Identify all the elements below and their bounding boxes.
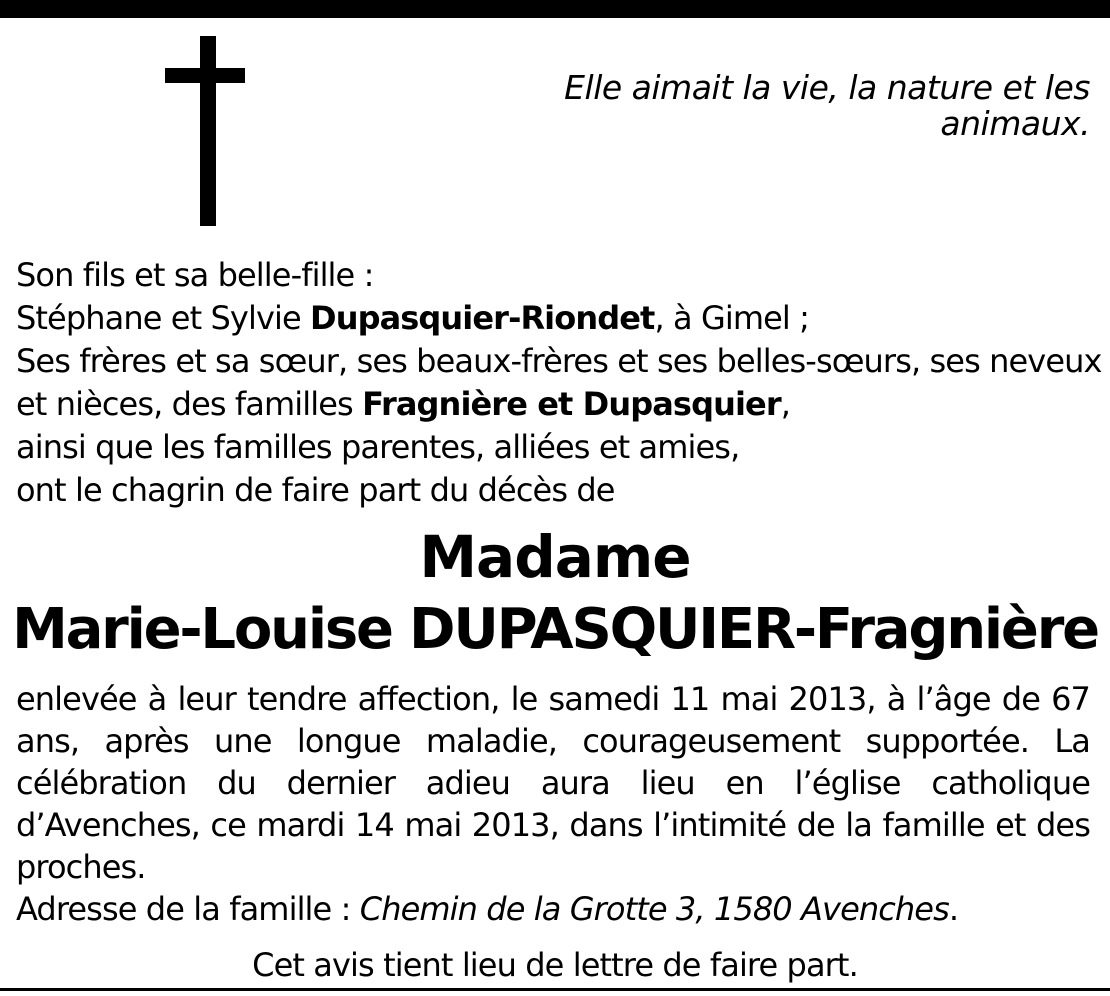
family-line: Ses frères et sa sœur, ses beaux-frères et ses belles-sœurs, ses neveux [16, 342, 1102, 380]
epigraph-quote: Elle aimait la vie, la nature et les animaux. [564, 68, 1090, 143]
family-line: ainsi que les familles parentes, alliées et amies, [16, 428, 740, 466]
family-address [16, 888, 958, 930]
family-surname: Dupasquier-Riondet [310, 299, 655, 337]
deceased-title: Madame [419, 523, 691, 591]
family-text: , [780, 385, 790, 423]
death-details: enlevée à leur tendre affection, le samedi 11 mai 2013, à l’âge de 67 ans, après une longue maladie, courageusement supportée. La célébration du dernier adieu aura lieu en l’église catholique d’Avenches, ce mardi 14 mai 2013, dans l’intimité de la famille et des proches. [16, 680, 1090, 886]
family-text: Stéphane et Sylvie [16, 299, 311, 337]
deceased-name: Marie-Louise DUPASQUIER-Fragnière [12, 597, 1098, 662]
address-label: Adresse de la famille : [16, 890, 360, 928]
top-border-rule [0, 0, 1110, 18]
family-text: et nièces, des familles [16, 385, 363, 423]
deceased-heading [0, 522, 1110, 664]
bottom-border-rule [0, 988, 1110, 991]
address-value: Chemin de la Grotte 3, 1580 Avenches [359, 890, 949, 928]
family-line [16, 383, 1096, 426]
family-surnames: Fragnière et Dupasquier [362, 385, 781, 423]
cross-icon [165, 36, 247, 226]
family-text: , à Gimel ; [654, 299, 810, 337]
closing-note: Cet avis tient lieu de lettre de faire part. [252, 946, 858, 984]
family-line: ont le chagrin de faire part du décès de [16, 471, 615, 509]
family-line [16, 297, 1096, 340]
family-announcement [16, 254, 1102, 512]
address-end: . [948, 890, 959, 928]
family-line: Son fils et sa belle-fille : [16, 256, 374, 294]
